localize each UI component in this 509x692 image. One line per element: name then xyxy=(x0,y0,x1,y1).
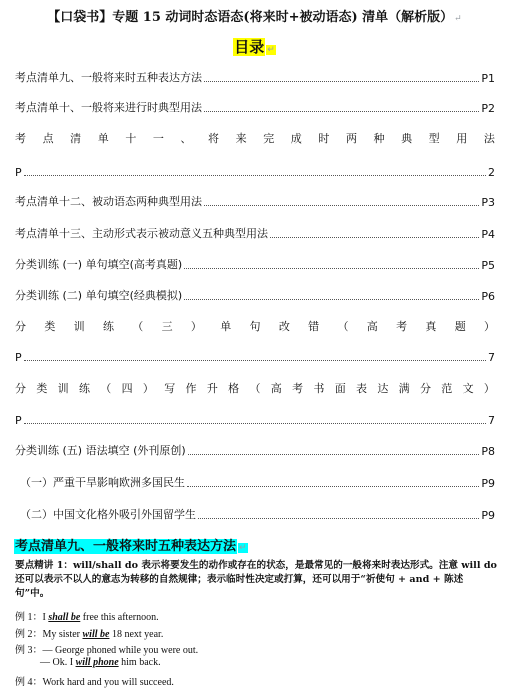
toc-char: 真 xyxy=(425,320,437,333)
toc-entry-continuation[interactable]: P 2 xyxy=(15,166,495,179)
toc-char: （ xyxy=(100,382,112,395)
toc-char: 练 xyxy=(102,320,114,333)
toc-char: 分 xyxy=(419,382,431,395)
toc-char: 表 xyxy=(356,382,367,395)
toc-char: （ xyxy=(132,320,144,333)
toc-char: 三 xyxy=(161,320,173,333)
toc-char: 达 xyxy=(377,382,389,395)
toc-char: 清 xyxy=(70,132,82,145)
example-line: 例 2：My sister will be 18 next year. xyxy=(15,629,164,640)
toc-char: 高 xyxy=(366,320,378,333)
toc-char: 分 xyxy=(15,320,26,333)
toc-entry[interactable]: 分类训练 (二) 单句填空(经典模拟) P6 xyxy=(15,289,495,303)
toc-char: ） xyxy=(484,320,495,333)
dot-leader xyxy=(24,175,486,176)
toc-char: 点 xyxy=(42,132,54,145)
toc-entry[interactable]: 考点清单九、一般将来时五种表达方法 P1 xyxy=(15,71,495,85)
toc-char: 成 xyxy=(290,132,302,145)
dot-leader xyxy=(24,423,486,424)
toc-char: 时 xyxy=(318,132,330,145)
dot-leader xyxy=(204,81,479,82)
toc-entry-wrapped[interactable] xyxy=(15,378,495,396)
toc-char: 句 xyxy=(249,320,261,333)
paragraph-mark-icon: ↵ xyxy=(454,14,462,24)
toc-heading: 目录 ↵ xyxy=(234,38,275,56)
toc-char: 典 xyxy=(401,132,413,145)
explanation-paragraph: 要点精讲 1：will/shall do 表示将要发生的动作或存在的状态，是最常见的一般将来时表达形式。注意 will do 还可以表示不以人的意志为转移的自然规律；表示临时性决定或打算，还可以用于“祈使句 + and + 陈述句”中。 xyxy=(15,560,497,599)
toc-char: 范 xyxy=(441,382,453,395)
toc-char: 错 xyxy=(308,320,320,333)
toc-char: 类 xyxy=(44,320,56,333)
toc-char: ） xyxy=(483,382,495,395)
dot-leader xyxy=(270,237,479,238)
toc-char: 文 xyxy=(462,382,474,395)
toc-entry[interactable]: 分类训练 (五) 语法填空 (外刊原创) P8 xyxy=(15,444,495,458)
toc-char: 用 xyxy=(456,132,468,145)
toc-char: 书 xyxy=(313,382,325,395)
toc-char: 写 xyxy=(164,382,176,395)
dot-leader xyxy=(184,299,479,300)
toc-char: 训 xyxy=(73,320,85,333)
toc-entry-wrapped[interactable] xyxy=(15,128,495,146)
toc-char: 训 xyxy=(57,382,69,395)
toc-char: 升 xyxy=(206,382,218,395)
toc-char: 单 xyxy=(97,132,109,145)
toc-char: 法 xyxy=(483,132,495,145)
toc-char: 将 xyxy=(208,132,220,145)
example-line: 例 3：— George phoned while you were out. xyxy=(15,645,199,656)
dot-leader xyxy=(198,518,479,519)
toc-char: 十 xyxy=(125,132,137,145)
toc-char: 题 xyxy=(454,320,466,333)
dot-leader xyxy=(204,111,479,112)
example-line: — Ok. I will phone him back. xyxy=(40,657,161,668)
toc-char: 两 xyxy=(345,132,357,145)
toc-entry[interactable]: 考点清单十三、主动形式表示被动意义五种典型用法 P4 xyxy=(15,227,495,241)
toc-entry[interactable]: 考点清单十、一般将来进行时典型用法 P2 xyxy=(15,101,495,115)
toc-char: 作 xyxy=(185,382,197,395)
toc-char: 考 xyxy=(292,382,304,395)
dot-leader xyxy=(24,360,486,361)
paragraph-mark-icon: ↵ xyxy=(239,543,247,553)
toc-char: 单 xyxy=(220,320,232,333)
dot-leader xyxy=(187,486,479,487)
toc-char: ） xyxy=(190,320,202,333)
toc-char: 一 xyxy=(152,132,164,145)
toc-char: 考 xyxy=(15,132,26,145)
document-title: 【口袋书】专题 15 动词时态语态(将来时+被动语态) 清单（解析版）↵ xyxy=(47,10,462,25)
toc-char: （ xyxy=(337,320,349,333)
toc-char: 格 xyxy=(228,382,240,395)
toc-char: 来 xyxy=(235,132,247,145)
dot-leader xyxy=(184,268,479,269)
toc-char: 考 xyxy=(396,320,408,333)
toc-char: 种 xyxy=(373,132,385,145)
toc-entry[interactable]: 考点清单十二、被动语态两种典型用法 P3 xyxy=(15,195,495,209)
toc-entry-wrapped[interactable] xyxy=(15,316,495,334)
toc-entry-continuation[interactable]: P 7 xyxy=(15,414,495,427)
toc-char: 满 xyxy=(398,382,410,395)
toc-char: 类 xyxy=(36,382,48,395)
toc-char: （ xyxy=(249,382,261,395)
example-line: 例 4：Work hard and you will succeed. xyxy=(15,677,174,688)
dot-leader xyxy=(188,454,480,455)
toc-char: 、 xyxy=(180,132,192,145)
toc-char: 分 xyxy=(15,382,26,395)
section-heading: 考点清单九、一般将来时五种表达方法 ↵ xyxy=(15,539,247,554)
toc-char: 改 xyxy=(278,320,290,333)
toc-entry[interactable]: 分类训练 (一) 单句填空(高考真题) P5 xyxy=(15,258,495,272)
toc-entry[interactable]: （一）严重干旱影响欧洲多国民生 P9 xyxy=(20,476,495,490)
toc-char: 四 xyxy=(121,382,133,395)
dot-leader xyxy=(204,205,479,206)
toc-entry[interactable]: （二）中国文化格外吸引外国留学生 P9 xyxy=(20,508,495,522)
toc-entry-continuation[interactable]: P 7 xyxy=(15,351,495,364)
toc-char: 练 xyxy=(78,382,90,395)
toc-char: ） xyxy=(142,382,154,395)
example-line: 例 1：I shall be free this afternoon. xyxy=(15,612,159,623)
toc-char: 型 xyxy=(428,132,440,145)
toc-char: 面 xyxy=(334,382,346,395)
toc-char: 高 xyxy=(270,382,282,395)
paragraph-mark-icon: ↵ xyxy=(267,45,275,55)
toc-char: 完 xyxy=(263,132,275,145)
